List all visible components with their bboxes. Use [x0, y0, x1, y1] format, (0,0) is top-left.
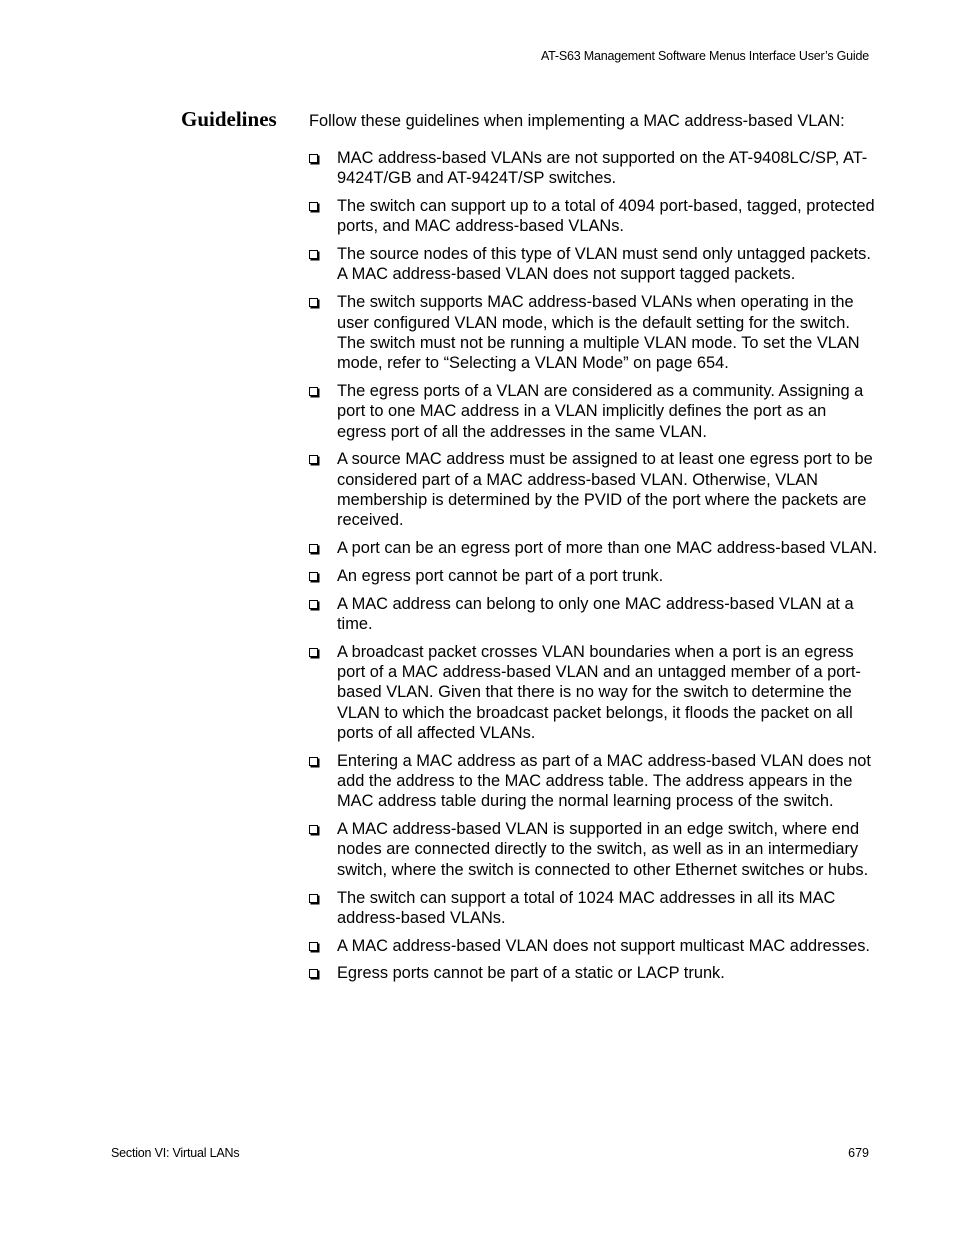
guideline-item: [309, 449, 879, 530]
guideline-text: Egress ports cannot be part of a static or LACP trunk.: [337, 964, 725, 983]
checkbox-square-icon: [309, 942, 318, 951]
checkbox-square-icon: [309, 969, 318, 978]
checkbox-square-icon: [309, 202, 318, 211]
checkbox-square-icon: [309, 298, 318, 307]
intro-paragraph: Follow these guidelines when implementing a MAC address-based VLAN:: [309, 112, 845, 130]
guideline-text: A MAC address-based VLAN is supported in an edge switch, where end nodes are connected directly to the switch, as well as in an intermediary switch, where the switch is connected to other Ethernet switches or hubs.: [337, 820, 869, 879]
checkbox-square-icon: [309, 757, 318, 766]
guideline-text: Entering a MAC address as part of a MAC address-based VLAN does not add the address to the MAC address table. The address appears in the MAC address table during the normal learning process of the switch.: [337, 751, 871, 811]
footer-page-number: 679: [848, 1146, 869, 1160]
guideline-item: [309, 888, 879, 929]
guideline-text: A MAC address-based VLAN does not support multicast MAC addresses.: [337, 936, 870, 955]
guideline-item: [309, 292, 879, 373]
guideline-item: [309, 148, 879, 189]
checkbox-square-icon: [309, 648, 318, 657]
checkbox-square-icon: [309, 825, 318, 834]
guideline-text: The source nodes of this type of VLAN must send only untagged packets. A MAC address-based VLAN does not support tagged packets.: [337, 245, 871, 284]
running-header: AT-S63 Management Software Menus Interface User’s Guide: [540, 49, 869, 63]
checkbox-square-icon: [309, 455, 318, 464]
checkbox-square-icon: [309, 572, 318, 581]
checkbox-square-icon: [309, 154, 318, 163]
guideline-item: [309, 819, 879, 880]
guideline-item: [309, 594, 879, 635]
guideline-text: The egress ports of a VLAN are considered as a community. Assigning a port to one MAC address in a VLAN implicitly defines the port as an egress port of all the addresses in the same VLAN.: [337, 381, 864, 441]
guideline-item: [309, 642, 879, 743]
guideline-item: [309, 936, 879, 956]
guideline-text: A source MAC address must be assigned to at least one egress port to be considered part of a MAC address-based VLAN. Otherwise, VLAN membership is determined by the PVID of the port where the packets are received.: [337, 450, 873, 530]
guideline-item: [309, 244, 879, 285]
guideline-text: MAC address-based VLANs are not supported on the AT-9408LC/SP, AT-9424T/GB and AT-9424T/SP switches.: [337, 149, 868, 188]
footer-section-label: Section VI: Virtual LANs: [111, 1146, 240, 1160]
guideline-item: [309, 538, 879, 558]
guideline-text: A port can be an egress port of more than one MAC address-based VLAN.: [337, 539, 878, 558]
guideline-text: An egress port cannot be part of a port trunk.: [337, 566, 664, 585]
guideline-item: [309, 196, 879, 237]
section-heading: Guidelines: [181, 107, 277, 131]
checkbox-square-icon: [309, 894, 318, 903]
guideline-text: The switch supports MAC address-based VLANs when operating in the user configured VLAN mode, which is the default setting for the switch. The switch must not be running a multiple VLAN mode. To set the VLAN mode, refer to “Selecting a VLAN Mode” on page 654.: [337, 293, 860, 373]
guideline-list: [309, 148, 879, 991]
guideline-text: The switch can support a total of 1024 MAC addresses in all its MAC address-based VLANs.: [337, 888, 836, 927]
checkbox-square-icon: [309, 250, 318, 259]
guideline-item: [309, 381, 879, 442]
guideline-item: [309, 566, 879, 586]
guideline-text: A broadcast packet crosses VLAN boundaries when a port is an egress port of a MAC address-based VLAN and an untagged member of a port-based VLAN. Given that there is no way for the switch to determine the VLAN to which the broadcast packet belongs, it floods the packet on all ports of all affected VLANs.: [337, 642, 861, 742]
checkbox-square-icon: [309, 387, 318, 396]
guideline-item: [309, 751, 879, 812]
checkbox-square-icon: [309, 544, 318, 553]
guideline-item: [309, 963, 879, 983]
checkbox-square-icon: [309, 600, 318, 609]
guideline-text: A MAC address can belong to only one MAC address-based VLAN at a time.: [337, 594, 854, 633]
guideline-text: The switch can support up to a total of 4094 port-based, tagged, protected ports, and MAC address-based VLANs.: [337, 197, 875, 236]
